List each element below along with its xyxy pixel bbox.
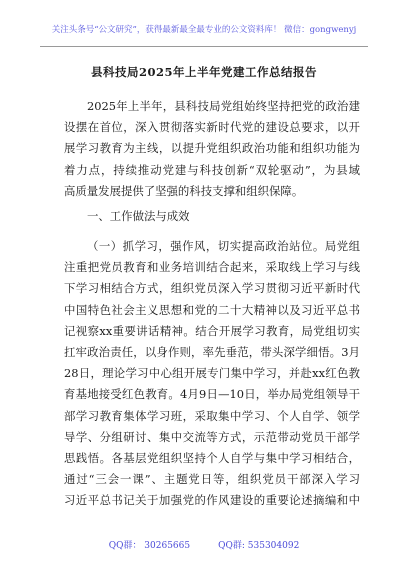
footer-qq-left: QQ群： 30265665 [108, 541, 191, 551]
footer-qq-right: QQ群: 535304092 [218, 541, 300, 551]
section-paragraph [64, 236, 360, 511]
paragraph-line: 28日，理论学习中心组开展专门集中学习，并赴xx红色教 [64, 366, 360, 381]
header-divider [40, 46, 368, 47]
paragraph-line: 设摆在首位，深入贯彻落实新时代党的建设总要求，以开 [64, 120, 360, 135]
section-heading: 一、工作做法与成效 [87, 209, 190, 223]
paragraph-line: 部学习教育集体学习班，采取集中学习、个人自学、领学 [64, 408, 360, 423]
paragraph-line: 思践悟。各基层党组织坚持个人自学与集中学习相结合， [64, 450, 360, 465]
paragraph-line: 展学习教育为主线，以提升党组织政治功能和组织功能为 [64, 141, 360, 156]
document-title: 县科技局2025年上半年党建工作总结报告 [90, 65, 317, 79]
intro-paragraph [64, 96, 360, 202]
paragraph-line: 2025年上半年，县科技局党组始终坚持把党的政治建 [87, 99, 360, 113]
footer-contact [0, 538, 408, 551]
paragraph-line: 扛牢政治责任，以身作则，率先垂范，带头深学细悟。3月 [64, 344, 360, 359]
paragraph-line: 记视察xx重要讲话精神。结合开展学习教育，局党组切实 [64, 323, 360, 338]
paragraph-line: 导学、分组研讨、集中交流等方式，示范带动党员干部学 [64, 429, 360, 444]
paragraph-line: 习近平总书记关于加强党的作风建设的重要论述摘编和中 [64, 493, 360, 508]
paragraph-line: 高质量发展提供了坚强的科技支撑和组织保障。 [64, 183, 304, 198]
paragraph-line: （一）抓学习，强作风，切实提高政治站位。局党组 [87, 239, 360, 253]
paragraph-line: 育基地接受红色教育。4月9日—10日，举办局党组领导干 [64, 387, 360, 402]
paragraph-line: 通过“三会一课”、主题党日等，组织党员干部深入学习 [64, 472, 360, 487]
paragraph-line: 中国特色社会主义思想和党的二十大精神以及习近平总书 [64, 302, 360, 317]
paragraph-line: 注重把党员教育和业务培训结合起来，采取线上学习与线 [64, 260, 360, 275]
paragraph-line: 着力点，持续推动党建与科技创新“双轮驱动”，为县域 [64, 162, 360, 177]
paragraph-line: 下学习相结合方式，组织党员深入学习贯彻习近平新时代 [64, 281, 360, 296]
header-promo-note: 关注头条号“公文研究”，获得最新最全最专业的公文资料库！ 微信：gongwenyj [51, 25, 357, 35]
